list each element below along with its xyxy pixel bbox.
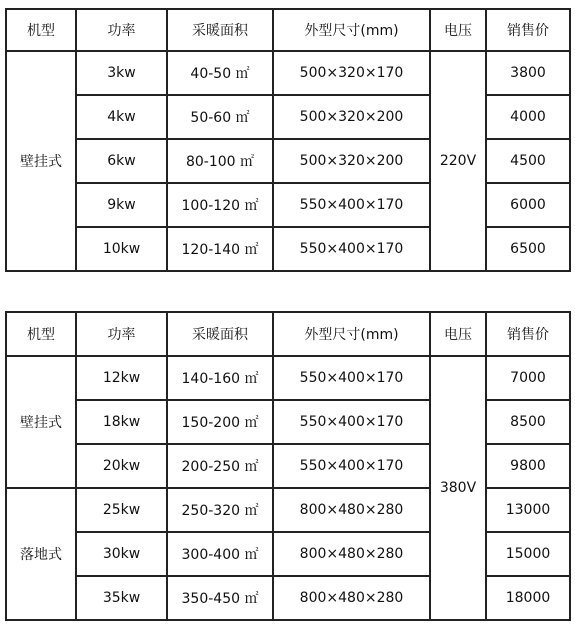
power-cell: 9kw [76, 183, 167, 227]
header-voltage: 电压 [430, 9, 486, 51]
table-body [6, 9, 570, 271]
table-row [6, 400, 570, 444]
area-cell: 120-140 ㎡ [167, 227, 273, 271]
price-cell: 6500 [486, 227, 570, 271]
size-cell: 550×400×170 [273, 183, 430, 227]
header-voltage: 电压 [430, 312, 486, 356]
voltage-cell: 380V [430, 356, 486, 620]
header-price: 销售价 [486, 9, 570, 51]
size-cell: 550×400×170 [273, 356, 430, 400]
price-cell: 4000 [486, 95, 570, 139]
header-price: 销售价 [486, 312, 570, 356]
size-cell: 550×400×170 [273, 400, 430, 444]
price-cell: 7000 [486, 356, 570, 400]
table-row [6, 227, 570, 271]
header-area: 采暖面积 [167, 9, 273, 51]
table-row [6, 532, 570, 576]
power-cell: 12kw [76, 356, 167, 400]
area-cell: 150-200 ㎡ [167, 400, 273, 444]
type-cell: 落地式 [6, 488, 76, 620]
power-cell: 35kw [76, 576, 167, 620]
header-row [6, 9, 570, 51]
header-type: 机型 [6, 312, 76, 356]
price-table-380v [5, 311, 571, 621]
area-cell: 300-400 ㎡ [167, 532, 273, 576]
header-power: 功率 [76, 312, 167, 356]
area-cell: 100-120 ㎡ [167, 183, 273, 227]
table-row [6, 444, 570, 488]
header-size: 外型尺寸(mm) [273, 312, 430, 356]
price-cell: 18000 [486, 576, 570, 620]
area-cell: 40-50 ㎡ [167, 51, 273, 95]
price-cell: 13000 [486, 488, 570, 532]
header-size: 外型尺寸(mm) [273, 9, 430, 51]
area-cell: 350-450 ㎡ [167, 576, 273, 620]
table-body [6, 312, 570, 620]
size-cell: 550×400×170 [273, 227, 430, 271]
size-cell: 500×320×170 [273, 51, 430, 95]
header-power: 功率 [76, 9, 167, 51]
header-row [6, 312, 570, 356]
header-area: 采暖面积 [167, 312, 273, 356]
size-cell: 800×480×280 [273, 488, 430, 532]
power-cell: 20kw [76, 444, 167, 488]
size-cell: 550×400×170 [273, 444, 430, 488]
area-cell: 250-320 ㎡ [167, 488, 273, 532]
type-cell: 壁挂式 [6, 51, 76, 271]
size-cell: 500×320×200 [273, 139, 430, 183]
table-row [6, 95, 570, 139]
voltage-cell: 220V [430, 51, 486, 271]
table-row [6, 356, 570, 400]
power-cell: 6kw [76, 139, 167, 183]
price-cell: 4500 [486, 139, 570, 183]
area-cell: 50-60 ㎡ [167, 95, 273, 139]
power-cell: 25kw [76, 488, 167, 532]
price-cell: 3800 [486, 51, 570, 95]
type-cell: 壁挂式 [6, 356, 76, 488]
power-cell: 3kw [76, 51, 167, 95]
area-cell: 140-160 ㎡ [167, 356, 273, 400]
price-cell: 6000 [486, 183, 570, 227]
power-cell: 10kw [76, 227, 167, 271]
table-row [6, 139, 570, 183]
size-cell: 800×480×280 [273, 576, 430, 620]
table-row [6, 576, 570, 620]
table-row [6, 51, 570, 95]
price-cell: 8500 [486, 400, 570, 444]
area-cell: 200-250 ㎡ [167, 444, 273, 488]
price-cell: 9800 [486, 444, 570, 488]
area-cell: 80-100 ㎡ [167, 139, 273, 183]
power-cell: 4kw [76, 95, 167, 139]
power-cell: 18kw [76, 400, 167, 444]
size-cell: 800×480×280 [273, 532, 430, 576]
table-row [6, 488, 570, 532]
price-table-220v [5, 8, 571, 272]
power-cell: 30kw [76, 532, 167, 576]
table-row [6, 183, 570, 227]
size-cell: 500×320×200 [273, 95, 430, 139]
header-type: 机型 [6, 9, 76, 51]
price-cell: 15000 [486, 532, 570, 576]
